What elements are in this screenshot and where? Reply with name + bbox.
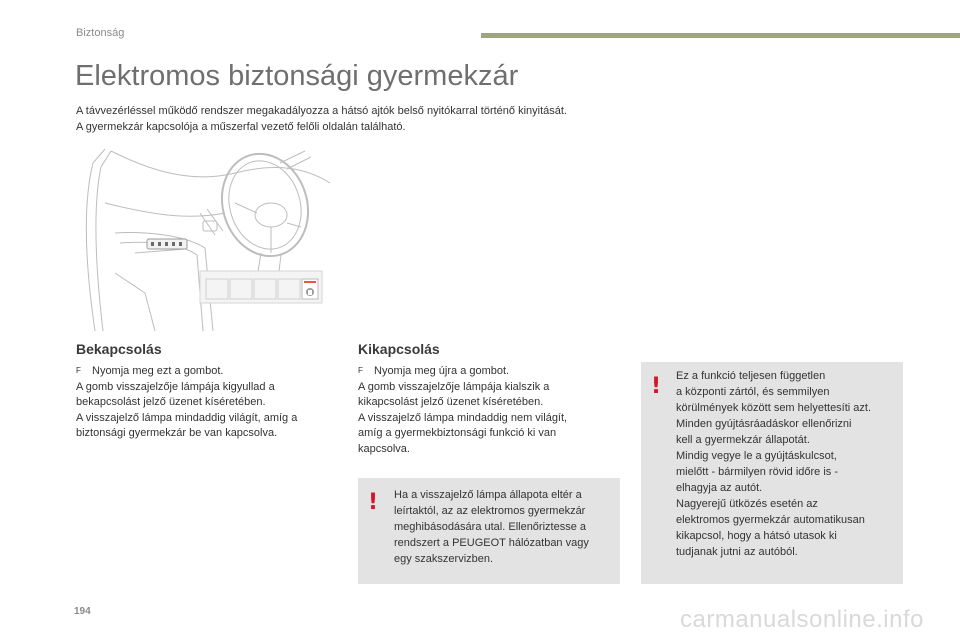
- intro-line: A távvezérléssel működő rendszer megakadályozza a hátsó ajtók belső nyitókarral történő kinyitását.: [76, 105, 567, 117]
- activation-line: bekapcsolást jelző üzenet kíséretében.: [76, 396, 266, 408]
- deactivation-line: A visszajelző lámpa mindaddig nem világít,: [358, 411, 568, 424]
- warning-line: Minden gyújtásráadáskor ellenőrizni: [676, 418, 852, 430]
- intro-text: [76, 103, 776, 135]
- warning-line: elhagyja az autót.: [676, 482, 763, 494]
- warning-line: tudjanak jutni az autóból.: [676, 546, 798, 558]
- deactivation-line: A gomb visszajelzője lámpája kialszik a: [358, 380, 550, 393]
- activation-line: A visszajelző lámpa mindaddig világít, amíg a: [76, 411, 298, 424]
- warning-line: Nagyerejű ütközés esetén az: [676, 498, 818, 510]
- watermark: carmanualsonline.info: [680, 606, 924, 633]
- deactivation-line: kapcsolva.: [358, 442, 410, 455]
- warning-icon: !: [368, 490, 379, 515]
- warning-function-text: [676, 368, 901, 560]
- warning-box-function: [641, 362, 903, 584]
- activation-text: [76, 363, 336, 442]
- page-number: 194: [74, 606, 91, 617]
- deactivation-step: [358, 363, 620, 380]
- intro-line: A gyermekzár kapcsolója a műszerfal vezető felőli oldalán található.: [76, 121, 406, 133]
- warning-line: Ha a visszajelző lámpa állapota eltér a: [394, 489, 582, 501]
- warning-line: mielőtt - bármilyen rövid időre is -: [676, 466, 838, 478]
- activation-line: biztonsági gyermekzár be van kapcsolva.: [76, 427, 278, 439]
- warning-line: egy szakszervizben.: [394, 553, 494, 565]
- deactivation-step-text: Nyomja meg újra a gombot.: [374, 365, 510, 377]
- switch-panel-inset: [200, 271, 322, 303]
- warning-line: Mindig vegye le a gyújtáskulcsot,: [676, 450, 837, 462]
- warning-line: rendszert a PEUGEOT hálózatban vagy: [394, 537, 589, 549]
- page-title: Elektromos biztonsági gyermekzár: [75, 60, 519, 92]
- warning-line: leírtaktól, az az elektromos gyermekzár: [394, 505, 586, 517]
- bullet-icon: F: [76, 366, 81, 375]
- warning-icon: !: [651, 374, 662, 399]
- deactivation-line: amíg a gyermekbiztonsági funkció ki van: [358, 427, 557, 439]
- warning-line: elektromos gyermekzár automatikusan: [676, 514, 865, 526]
- deactivation-line: kikapcsolást jelző üzenet kíséretében.: [358, 396, 544, 408]
- deactivation-heading: Kikapcsolás: [358, 341, 440, 357]
- warning-line: kikapcsol, hogy a hátsó utasok ki: [676, 530, 837, 542]
- section-label: Biztonság: [76, 27, 125, 39]
- warning-line: a központi zártól, és semmilyen: [676, 386, 830, 398]
- activation-heading: Bekapcsolás: [76, 341, 162, 357]
- warning-box-lamp: [358, 478, 620, 584]
- header-rule: [481, 33, 960, 38]
- activation-step-text: Nyomja meg ezt a gombot.: [92, 365, 224, 377]
- deactivation-text: [358, 363, 620, 457]
- bullet-icon: F: [358, 366, 363, 375]
- warning-line: körülmények között sem helyettesíti azt.: [676, 402, 872, 414]
- warning-line: kell a gyermekzár állapotát.: [676, 434, 810, 446]
- dashboard-illustration: [75, 143, 333, 331]
- activation-line: A gomb visszajelzője lámpája kigyullad a: [76, 380, 275, 393]
- warning-line: meghibásodására utal. Ellenőriztesse a: [394, 521, 587, 533]
- warning-lamp-text: [394, 487, 616, 567]
- activation-step: [76, 363, 336, 380]
- warning-line: Ez a funkció teljesen független: [676, 370, 826, 382]
